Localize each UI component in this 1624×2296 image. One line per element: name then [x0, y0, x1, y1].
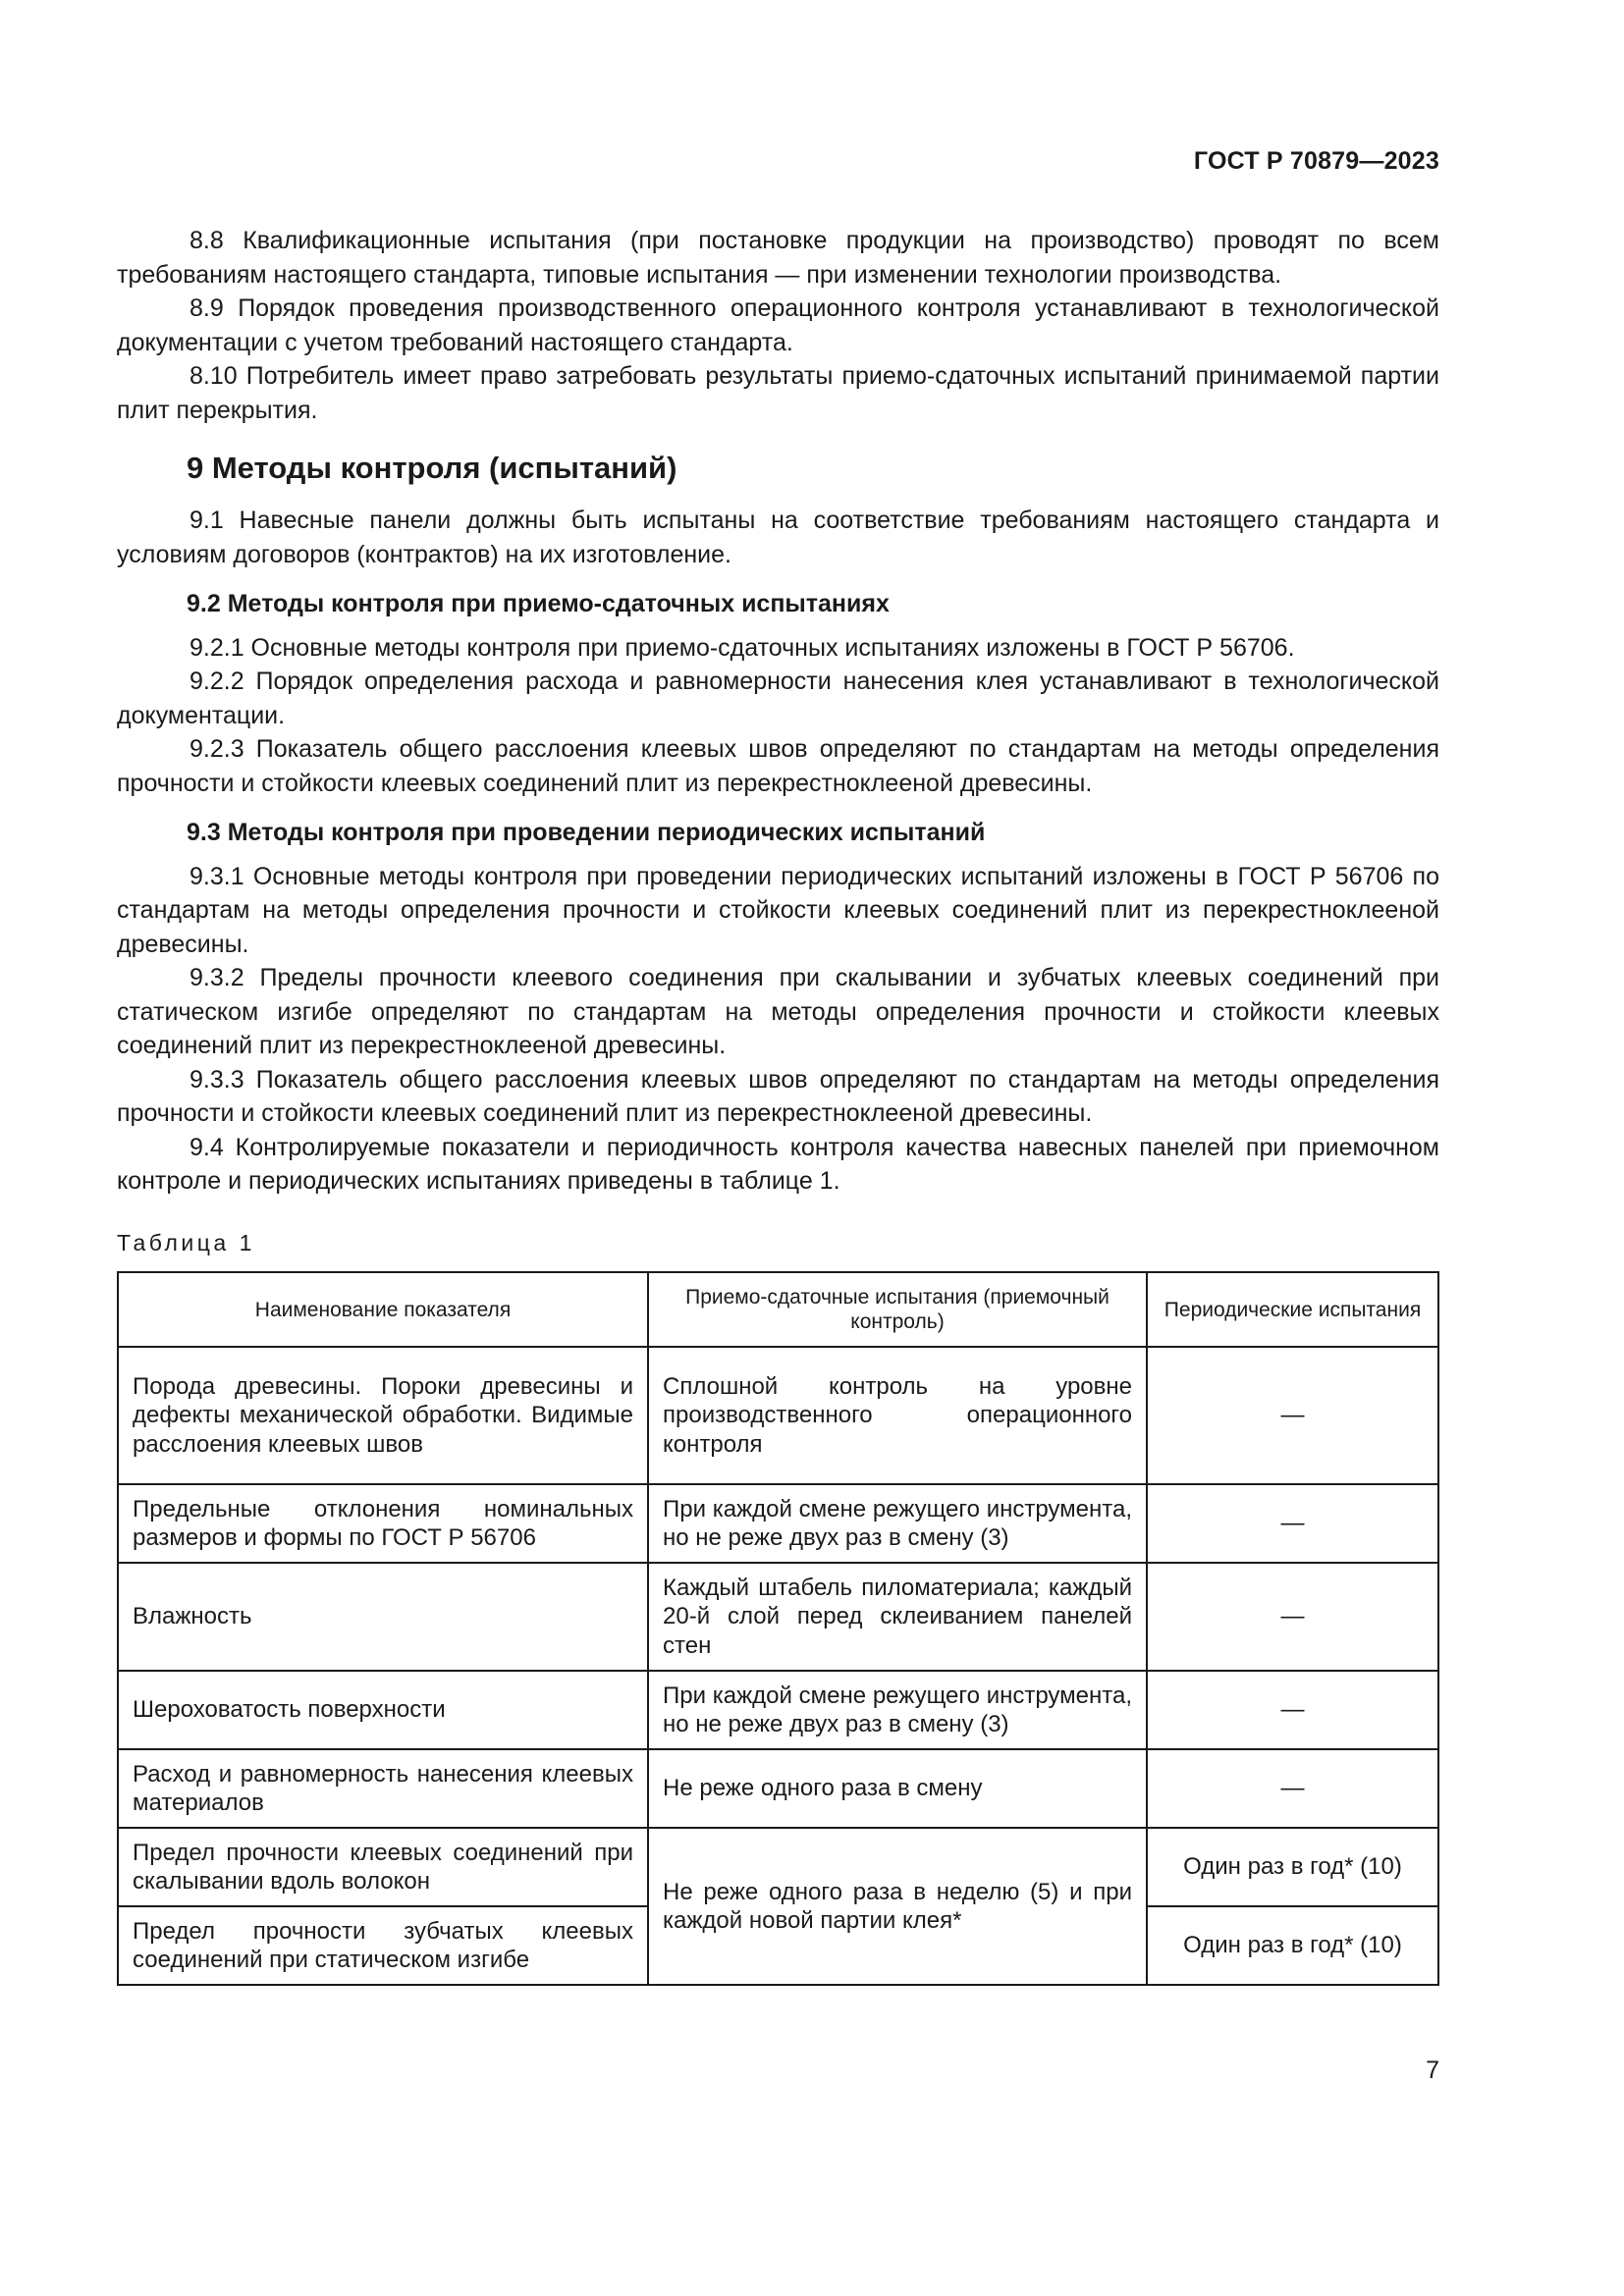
table-row [118, 1484, 1438, 1563]
page-content [117, 224, 1439, 1986]
cell-indicator: Предел прочности зубчатых клеевых соединений при статическом изгибе [118, 1906, 648, 1985]
paragraph-8-9: 8.9 Порядок проведения производственного операционного контроля устанавливают в технологической документации с учетом требований настоящего стандарта. [117, 294, 1439, 356]
section-9-heading: 9 Методы контроля (испытаний) [187, 451, 677, 485]
control-table [117, 1271, 1439, 1986]
cell-acceptance-merged: Не реже одного раза в неделю (5) и при каждой новой партии клея* [648, 1828, 1147, 1985]
cell-periodic: Один раз в год* (10) [1147, 1828, 1438, 1906]
paragraph-9-3-2: 9.3.2 Пределы прочности клеевого соединения при скалывании и зубчатых клеевых соединений при статическом изгибе определяют по стандартам на методы определения прочности и стойкости клеевых соединений плит из перекрестноклееной древесины. [117, 964, 1439, 1059]
page-number: 7 [1426, 2056, 1439, 2084]
paragraph-9-2-2: 9.2.2 Порядок определения расхода и равномерности нанесения клея устанавливают в технологической документации. [117, 667, 1439, 729]
cell-periodic: — [1147, 1484, 1438, 1563]
cell-indicator: Предельные отклонения номинальных размеров и формы по ГОСТ Р 56706 [118, 1484, 648, 1563]
cell-indicator: Предел прочности клеевых соединений при скалывании вдоль волокон [118, 1828, 648, 1906]
table-row [118, 1563, 1438, 1671]
table-caption: Таблица 1 [117, 1229, 255, 1255]
header-indicator: Наименование показателя [118, 1272, 648, 1347]
cell-indicator: Порода древесины. Пороки древесины и дефекты механической обработки. Видимые расслоения клеевых швов [118, 1347, 648, 1484]
subsection-9-3-heading: 9.3 Методы контроля при проведении периодических испытаний [187, 819, 986, 846]
subsection-9-2-heading: 9.2 Методы контроля при приемо-сдаточных испытаниях [187, 590, 890, 617]
cell-acceptance: При каждой смене режущего инструмента, но не реже двух раз в смену (3) [648, 1671, 1147, 1749]
cell-indicator: Расход и равномерность нанесения клеевых материалов [118, 1749, 648, 1828]
cell-periodic: — [1147, 1671, 1438, 1749]
paragraph-8-8: 8.8 Квалификационные испытания (при постановке продукции на производство) проводят по всем требованиям настоящего стандарта, типовые испытания — при изменении технологии производства. [117, 227, 1439, 289]
paragraph-9-3-1: 9.3.1 Основные методы контроля при проведении периодических испытаний изложены в ГОСТ Р 56706 по стандартам на методы определения прочности и стойкости клеевых соединений плит из перекрестноклееной древесины. [117, 862, 1439, 958]
table-header-row [118, 1272, 1438, 1347]
table-row [118, 1828, 1438, 1906]
paragraph-9-1: 9.1 Навесные панели должны быть испытаны на соответствие требованиям настоящего стандарта и условиям договоров (контрактов) на их изготовление. [117, 507, 1439, 568]
cell-periodic: — [1147, 1563, 1438, 1671]
document-code: ГОСТ Р 70879—2023 [1193, 147, 1439, 175]
header-acceptance: Приемо-сдаточные испытания (приемочный контроль) [648, 1272, 1147, 1347]
cell-acceptance: При каждой смене режущего инструмента, но не реже двух раз в смену (3) [648, 1484, 1147, 1563]
cell-indicator: Влажность [118, 1563, 648, 1671]
paragraph-9-3-3: 9.3.3 Показатель общего расслоения клеевых швов определяют по стандартам на методы определения прочности и стойкости клеевых соединений плит из перекрестноклееной древесины. [117, 1065, 1439, 1127]
paragraph-9-4: 9.4 Контролируемые показатели и периодичность контроля качества навесных панелей при приемочном контроле и периодических испытаниях приведены в таблице 1. [117, 1133, 1439, 1195]
cell-acceptance: Каждый штабель пиломатериала; каждый 20-й слой перед склеиванием панелей стен [648, 1563, 1147, 1671]
paragraph-8-10: 8.10 Потребитель имеет право затребовать результаты приемо-сдаточных испытаний принимаемой партии плит перекрытия. [117, 362, 1439, 424]
table-row [118, 1749, 1438, 1828]
paragraph-9-2-1: 9.2.1 Основные методы контроля при приемо-сдаточных испытаниях изложены в ГОСТ Р 56706. [189, 633, 1295, 662]
cell-indicator: Шероховатость поверхности [118, 1671, 648, 1749]
table-row [118, 1347, 1438, 1484]
cell-periodic: Один раз в год* (10) [1147, 1906, 1438, 1985]
cell-periodic: — [1147, 1347, 1438, 1484]
cell-periodic: — [1147, 1749, 1438, 1828]
header-periodic: Периодические испытания [1147, 1272, 1438, 1347]
table-row [118, 1671, 1438, 1749]
cell-acceptance: Сплошной контроль на уровне производственного операционного контроля [648, 1347, 1147, 1484]
paragraph-9-2-3: 9.2.3 Показатель общего расслоения клеевых швов определяют по стандартам на методы определения прочности и стойкости клеевых соединений плит из перекрестноклееной древесины. [117, 735, 1439, 797]
cell-acceptance: Не реже одного раза в смену [648, 1749, 1147, 1828]
